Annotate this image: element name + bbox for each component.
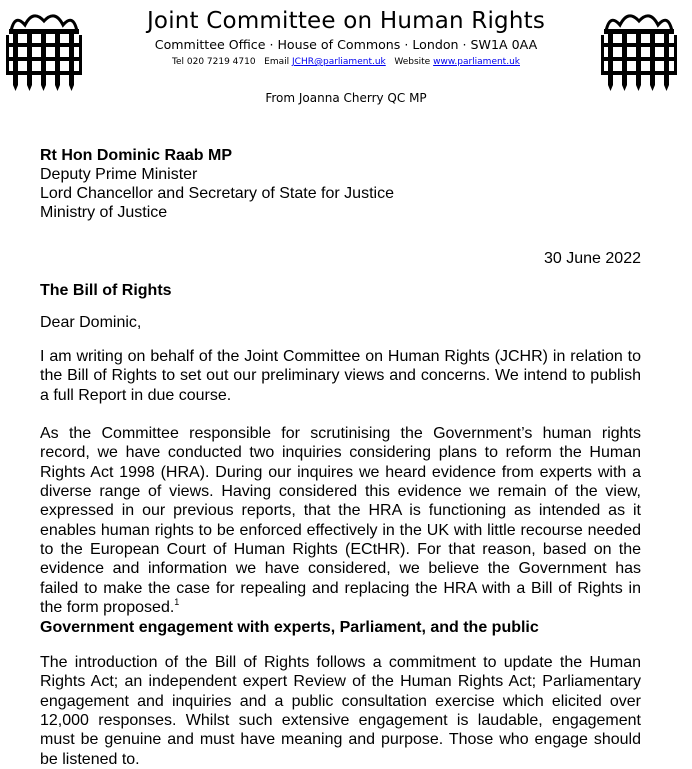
contact-line (120, 55, 572, 69)
footnote-ref[interactable]: 1 (174, 597, 180, 608)
recipient-title-2: Lord Chancellor and Secretary of State for Justice (40, 185, 394, 202)
salutation: Dear Dominic, (40, 314, 142, 331)
portcullis-logo-left (5, 5, 83, 91)
paragraph-2-text: As the Committee responsible for scrutinising the Government’s human rights record, we have conducted two inquiries considering plans to reform the Human Rights Act 1998 (HRA). During our inquires we heard evidence from experts with a diverse range of views. Having considered this evidence we remain of the view, expressed in our previous reports, that the HRA is functioning as intended as it enables human rights to be enforced effectively in the UK with little recourse needed to the European Court of Human Rights (ECtHR). For that reason, based on the evidence and information we have considered, we believe the Government has failed to make the case for repealing and replacing the HRA with a Bill of Rights in the form proposed. (40, 425, 641, 617)
recipient-title-1: Deputy Prime Minister (40, 166, 198, 183)
email-label: Email (264, 57, 290, 67)
telephone: Tel 020 7219 4710 (172, 57, 256, 67)
recipient-block (40, 146, 394, 222)
website-label: Website (394, 57, 431, 67)
email-link[interactable]: JCHR@parliament.uk (292, 57, 386, 67)
subject-heading: The Bill of Rights (40, 282, 172, 299)
section-heading: Government engagement with experts, Parliament, and the public (40, 619, 539, 636)
recipient-department: Ministry of Justice (40, 204, 168, 221)
committee-title: Joint Committee on Human Rights (146, 8, 546, 34)
paragraph-3: The introduction of the Bill of Rights follows a commitment to update the Human Rights Act; an independent expert Review of the Human Rights Act; Parliamentary engagement and inquiries and a public consultation exercise which elicited over 12,000 responses. Whilst such extensive engagement is laudable, engagement must be genuine and must have meaning and purpose. Those who engage should be listened to. (40, 654, 641, 768)
sender-line: From Joanna Cherry QC MP (265, 91, 427, 105)
website-link[interactable]: www.parliament.uk (433, 57, 520, 67)
committee-address: Committee Office · House of Commons · London · SW1A 0AA (154, 37, 538, 52)
portcullis-logo-right (600, 5, 678, 91)
paragraph-1: I am writing on behalf of the Joint Committee on Human Rights (JCHR) in relation to the Bill of Rights to set out our preliminary views and concerns. We intend to publish a full Report in due course. (40, 348, 641, 404)
recipient-name: Rt Hon Dominic Raab MP (40, 147, 233, 164)
letter-date: 30 June 2022 (544, 250, 641, 267)
paragraph-2 (40, 424, 641, 617)
